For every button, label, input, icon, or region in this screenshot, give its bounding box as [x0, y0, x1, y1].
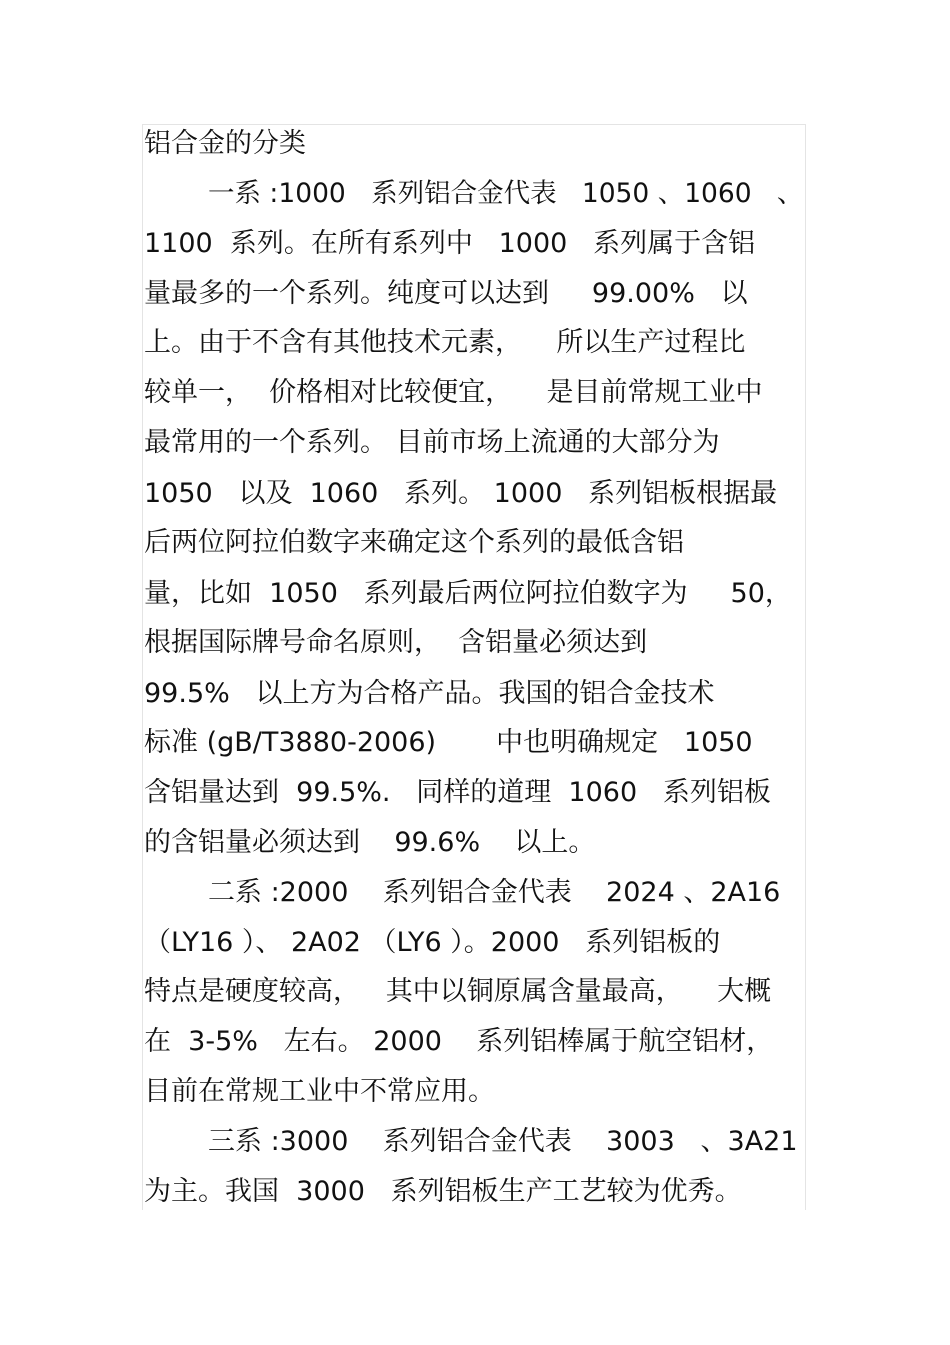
text-line: 1100 系列。在所有系列中 1000 系列属于含铝 [144, 228, 756, 259]
text-line: 上。由于不含有其他技术元素， 所以生产过程比 [144, 327, 746, 358]
text-line: 含铝量达到 99.5%. 同样的道理 1060 系列铝板 [144, 777, 771, 808]
text-line: 在 3-5% 左右。 2000 系列铝棒属于航空铝材， [144, 1026, 774, 1057]
text-line: 特点是硬度较高， 其中以铜原属含量最高， 大概 [144, 976, 772, 1007]
text-line: 较单一， 价格相对比较便宜， 是目前常规工业中 [144, 377, 763, 408]
text-line: 一系 :1000 系列铝合金代表 1050 、1060 、 [208, 178, 804, 209]
text-line: 三系 :3000 系列铝合金代表 3003 、3A21 [208, 1126, 798, 1157]
text-line: （LY16 ）、 2A02 （LY6 ）。2000 系列铝板的 [144, 927, 721, 958]
text-line: 后两位阿拉伯数字来确定这个系列的最低含铝 [144, 527, 684, 558]
text-line: 量最多的一个系列。纯度可以达到 99.00% 以 [144, 278, 748, 309]
text-line: 标准 (gB/T3880-2006) 中也明确规定 1050 [144, 727, 753, 758]
text-line: 根据国际牌号命名原则， 含铝量必须达到 [144, 627, 648, 658]
text-line: 最常用的一个系列。 目前市场上流通的大部分为 [144, 427, 720, 458]
text-line: 1050 以及 1060 系列。 1000 系列铝板根据最 [144, 478, 778, 509]
text-line: 为主。我国 3000 系列铝板生产工艺较为优秀。 [144, 1176, 742, 1207]
text-line: 量，比如 1050 系列最后两位阿拉伯数字为 50， [144, 578, 792, 609]
text-line: 99.5% 以上方为合格产品。我国的铝合金技术 [144, 678, 715, 709]
text-line: 目前在常规工业中不常应用。 [144, 1076, 495, 1107]
document-title: 铝合金的分类 [144, 128, 306, 159]
text-line: 二系 :2000 系列铝合金代表 2024 、2A16 [208, 877, 781, 908]
text-line: 的含铝量必须达到 99.6% 以上。 [144, 827, 596, 858]
